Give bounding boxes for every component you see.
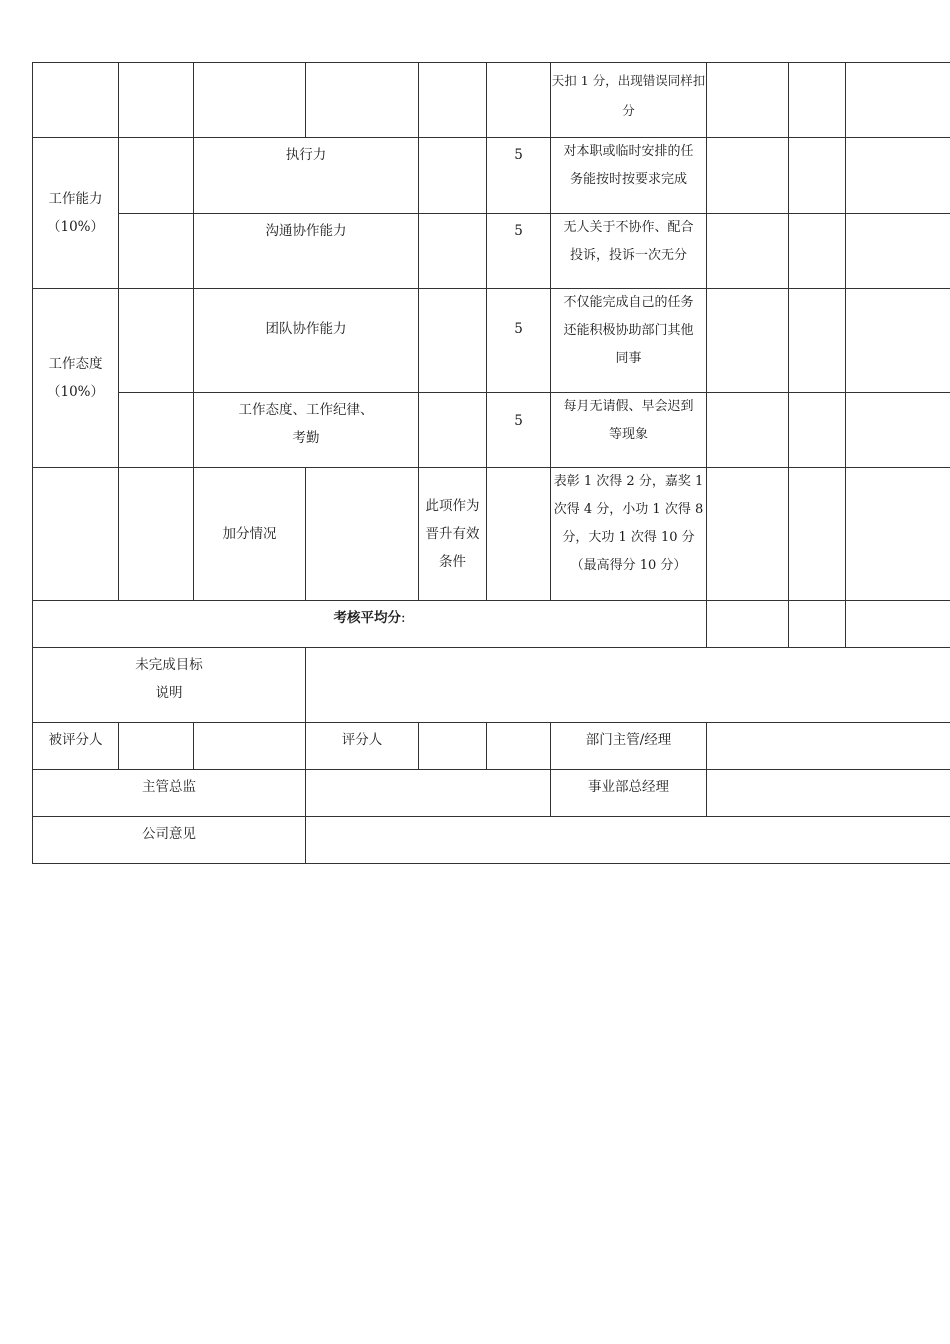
table-row	[33, 393, 950, 468]
cell-blank	[306, 63, 419, 138]
rater-label-text: 评分人	[341, 732, 383, 748]
score-cell	[789, 393, 846, 468]
item-weight	[487, 289, 551, 393]
bu-manager-label	[551, 770, 707, 817]
criteria-line: 还能积极协助部门其他	[563, 323, 694, 338]
criteria-cell	[551, 138, 707, 214]
bonus-name	[194, 468, 306, 601]
cell-blank	[119, 393, 194, 468]
cell-category	[33, 63, 119, 138]
table-row	[33, 601, 950, 648]
table-row	[33, 770, 950, 817]
table-row	[33, 214, 950, 289]
score-cell	[846, 138, 950, 214]
score-cell[interactable]	[846, 601, 950, 648]
criteria-line: 表彰 1 次得 2 分，嘉奖 1	[553, 474, 704, 489]
bonus-note-line: 晋升有效	[425, 526, 480, 542]
item-name	[194, 393, 419, 468]
table-row	[33, 723, 950, 770]
rater-field[interactable]	[487, 723, 551, 770]
category-weight: （10%）	[46, 384, 104, 400]
unfinished-field[interactable]	[306, 648, 950, 723]
cell-blank	[33, 468, 119, 601]
criteria-line: 分	[622, 103, 635, 118]
table-row	[33, 817, 950, 864]
score-cell	[707, 214, 789, 289]
category-weight: （10%）	[46, 219, 104, 235]
item-name-text: 考勤	[292, 430, 320, 446]
criteria-line: 不仅能完成自己的任务	[563, 295, 694, 310]
category-work-attitude	[33, 289, 119, 468]
score-cell	[707, 63, 789, 138]
cell-blank	[119, 214, 194, 289]
item-name-text: 团队协作能力	[265, 321, 347, 337]
score-cell	[846, 393, 950, 468]
average-score-label	[33, 601, 707, 648]
bonus-note	[419, 468, 487, 601]
item-name-text: 执行力	[285, 147, 327, 163]
item-weight	[487, 214, 551, 289]
score-cell	[789, 468, 846, 601]
score-cell	[789, 214, 846, 289]
criteria-line: 次得 4 分，小功 1 次得 8	[553, 502, 704, 517]
weight-value: 5	[514, 413, 523, 429]
criteria-line: 对本职或临时安排的任	[563, 144, 694, 159]
cell-blank	[419, 214, 487, 289]
criteria-line: 每月无请假、早会迟到	[563, 399, 694, 414]
appraisal-form	[32, 62, 950, 864]
score-cell	[846, 214, 950, 289]
weight-value: 5	[514, 321, 523, 337]
cell-blank	[419, 289, 487, 393]
score-cell[interactable]	[707, 601, 789, 648]
category-label: 工作能力	[48, 191, 103, 207]
cell-blank	[119, 138, 194, 214]
cell-blank	[119, 289, 194, 393]
criteria-line: 无人关于不协作、配合	[563, 220, 694, 235]
criteria-line: 等现象	[608, 427, 648, 442]
cell-blank	[119, 63, 194, 138]
criteria-line: 天扣 1 分，出现错误同样扣	[551, 73, 706, 88]
cell-blank	[487, 468, 551, 601]
appraisee-field[interactable]	[194, 723, 306, 770]
table-row	[33, 63, 950, 138]
score-cell	[707, 138, 789, 214]
cell-blank	[306, 468, 419, 601]
category-work-ability	[33, 138, 119, 289]
director-label-text: 主管总监	[142, 779, 196, 795]
appraisee-label	[33, 723, 119, 770]
score-cell	[707, 468, 789, 601]
criteria-line: 分，大功 1 次得 10 分	[562, 530, 695, 545]
cell-blank	[487, 63, 551, 138]
criteria-line: 同事	[615, 351, 642, 366]
company-opinion-field[interactable]	[306, 817, 950, 864]
criteria-line: 投诉，投诉一次无分	[569, 248, 687, 263]
cell-blank	[194, 63, 306, 138]
cell-blank	[419, 138, 487, 214]
bonus-name-text: 加分情况	[222, 526, 277, 542]
company-opinion-label-text: 公司意见	[142, 826, 196, 842]
dept-manager-field[interactable]	[707, 723, 950, 770]
score-cell	[846, 468, 950, 601]
score-cell	[846, 63, 950, 138]
item-weight	[487, 138, 551, 214]
rater-field[interactable]	[419, 723, 487, 770]
criteria-cell	[551, 289, 707, 393]
unfinished-label-line: 未完成目标	[135, 657, 203, 673]
score-cell	[789, 63, 846, 138]
bonus-note-line: 条件	[439, 554, 466, 570]
bu-manager-field[interactable]	[707, 770, 950, 817]
criteria-line: 务能按时按要求完成	[569, 172, 687, 187]
score-cell	[707, 393, 789, 468]
dept-manager-label-text: 部门主管/经理	[585, 732, 672, 748]
item-name-text: 沟通协作能力	[265, 223, 347, 239]
score-cell	[789, 289, 846, 393]
criteria-cell	[551, 468, 707, 601]
bu-manager-label-text: 事业部总经理	[588, 779, 669, 795]
criteria-cell	[551, 393, 707, 468]
weight-value: 5	[514, 147, 523, 163]
table-row	[33, 468, 950, 601]
unfinished-label	[33, 648, 306, 723]
criteria-line: （最高得分 10 分）	[570, 558, 687, 573]
table-row	[33, 648, 950, 723]
bonus-note-line: 此项作为	[425, 498, 480, 514]
score-cell	[789, 138, 846, 214]
dept-manager-label	[551, 723, 707, 770]
item-name-text: 工作态度、工作纪律、	[238, 402, 374, 418]
appraisee-label-text: 被评分人	[48, 732, 103, 748]
cell-blank	[419, 393, 487, 468]
cell-blank	[419, 63, 487, 138]
table-row	[33, 138, 950, 214]
average-score-text: 考核平均分	[333, 610, 401, 626]
item-name	[194, 214, 419, 289]
average-score-colon: :	[400, 610, 406, 626]
table-row	[33, 289, 950, 393]
score-cell	[707, 289, 789, 393]
director-field[interactable]	[306, 770, 551, 817]
criteria-cell	[551, 63, 707, 138]
score-cell[interactable]	[789, 601, 846, 648]
criteria-cell	[551, 214, 707, 289]
category-label: 工作态度	[48, 356, 103, 372]
item-name	[194, 289, 419, 393]
item-name	[194, 138, 419, 214]
appraisal-table	[32, 62, 950, 864]
appraisee-field[interactable]	[119, 723, 194, 770]
director-label	[33, 770, 306, 817]
score-cell	[846, 289, 950, 393]
cell-blank	[119, 468, 194, 601]
rater-label	[306, 723, 419, 770]
unfinished-label-line: 说明	[155, 685, 183, 701]
company-opinion-label	[33, 817, 306, 864]
weight-value: 5	[514, 223, 523, 239]
item-weight	[487, 393, 551, 468]
